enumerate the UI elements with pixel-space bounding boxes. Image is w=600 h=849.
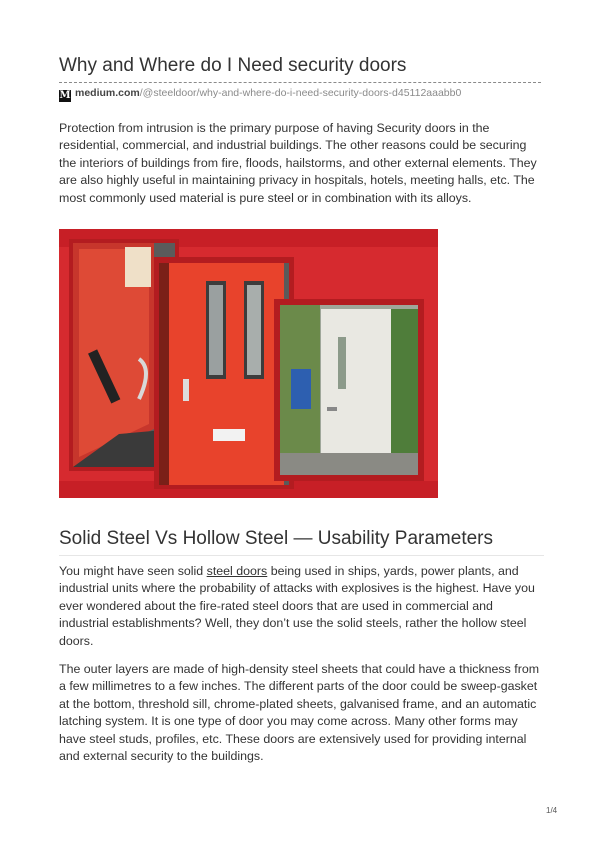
source-line[interactable] xyxy=(59,87,461,102)
steel-doors-paragraph xyxy=(59,563,544,650)
p2-text-after: being used in ships, yards, power plants, and industrial units where the probability of attacks with explosives is the highest. Have you ever wondered about the fire-rated steel doors that are used in commercial and industrial establishments? Well, they don’t use the solid steels, rather the hollow steel doors. xyxy=(59,564,535,648)
steel-doors-link[interactable]: steel doors xyxy=(206,564,268,578)
outer-layers-paragraph: The outer layers are made of high-density steel sheets that could have a thickness from a few millimetres to a few inches. The different parts of the door could be sweep-gasket at the bottom, threshold sill, chrome-plated sheets, galvanised frame, and an automatic latching system. It is one type of door you may come across. Many other forms may have steel studs, profiles, etc. These doors are extensively used for providing internal and external security to the buildings. xyxy=(59,662,540,764)
section-divider xyxy=(59,555,544,556)
source-domain[interactable]: medium.com xyxy=(75,87,140,99)
p2-text-before: You might have seen solid xyxy=(59,564,207,578)
medium-logo-icon: M xyxy=(59,90,71,101)
section-heading: Solid Steel Vs Hollow Steel — Usability Parameters xyxy=(59,528,494,549)
article-title: Why and Where do I Need security doors xyxy=(59,55,407,76)
source-path[interactable]: /@steeldoor/why-and-where-do-i-need-security-doors-d45112aaabb0 xyxy=(139,87,462,99)
security-doors-image xyxy=(59,229,438,498)
title-divider xyxy=(59,82,541,83)
intro-paragraph: Protection from intrusion is the primary purpose of having Security doors in the residential, commercial, and industrial buildings. The other reasons could be securing the interiors of buildings from fire, floods, hailstorms, and other external elements. They are also highly useful in maintaining privacy in hospitals, hotels, meeting halls, etc. The most commonly used material is pure steel or in combination with its alloys. xyxy=(59,121,537,205)
page-number: 1/4 xyxy=(546,806,558,815)
security-doors-illustration xyxy=(59,229,438,498)
